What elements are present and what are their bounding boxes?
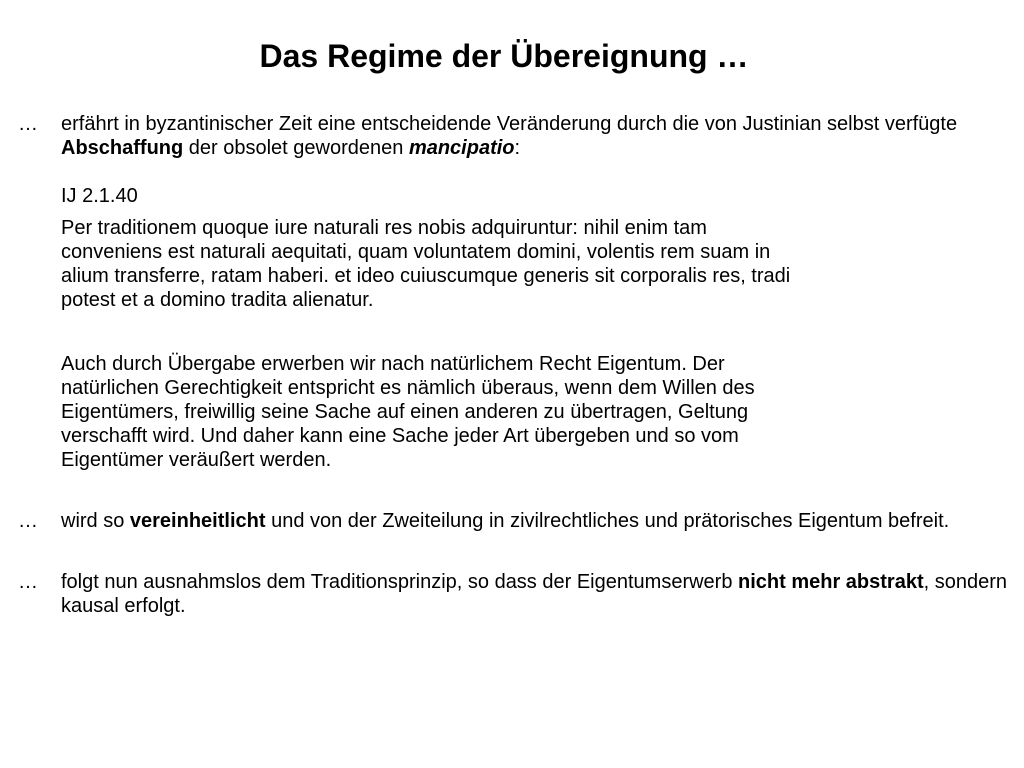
latin-line: Per traditionem quoque iure naturali res nobis adquiruntur: nihil enim tam: [61, 217, 707, 239]
slide-content: [18, 112, 1010, 618]
german-translation: [18, 352, 1010, 472]
bullet-ellipsis: …: [18, 571, 38, 593]
translation-line: Eigentümer veräußert werden.: [61, 449, 332, 471]
latin-line: conveniens est naturali aequitati, quam voluntatem domini, volentis rem suam in: [61, 241, 771, 263]
translation-line: Auch durch Übergabe erwerben wir nach natürlichem Recht Eigentum. Der: [61, 353, 725, 375]
translation-line: natürlichen Gerechtigkeit entspricht es nämlich überaus, wenn dem Willen des: [61, 377, 755, 399]
bullet-3-text: folgt nun ausnahmslos dem Traditionsprinzip, so dass der Eigentumserwerb: [61, 571, 739, 593]
bullet-1-bold-italic: mancipatio: [408, 137, 515, 159]
bullet-1-bold: Abschaffung: [61, 137, 184, 159]
bullet-point-3: [18, 570, 1010, 618]
latin-line: potest et a domino tradita alienatur.: [61, 289, 374, 311]
citation: IJ 2.1.40: [61, 185, 138, 207]
bullet-2-text: wird so: [61, 510, 130, 532]
slide-title: Das Regime der Übereignung …: [259, 38, 749, 74]
bullet-1-colon: :: [514, 137, 521, 159]
translation-line: Eigentümers, freiwillig seine Sache auf einen anderen zu übertragen, Geltung: [61, 401, 749, 423]
bullet-2-bold: vereinheitlicht: [129, 510, 266, 532]
bullet-point-2: [18, 509, 1010, 533]
bullet-ellipsis: …: [18, 113, 38, 135]
bullet-point-1: [18, 112, 1010, 160]
bullet-1-text: erfährt in byzantinischer Zeit eine entscheidende Veränderung durch die von Justinian selbst verfügte: [61, 113, 958, 135]
bullet-1-text-cont: der obsolet gewordenen: [183, 137, 409, 159]
translation-line: verschafft wird. Und daher kann eine Sache jeder Art übergeben und so vom: [61, 425, 739, 447]
bullet-2-text-cont: und von der Zweiteilung in zivilrechtliches und prätorisches Eigentum befreit.: [265, 510, 950, 532]
latin-line: alium transferre, ratam haberi. et ideo cuiuscumque generis sit corporalis res, tradi: [61, 265, 791, 287]
bullet-ellipsis: …: [18, 510, 38, 532]
bullet-3-bold: nicht mehr abstrakt: [738, 571, 924, 593]
bullet-3-text-cont: , sondern kausal erfolgt.: [61, 571, 1008, 617]
latin-quote: [18, 216, 1010, 312]
